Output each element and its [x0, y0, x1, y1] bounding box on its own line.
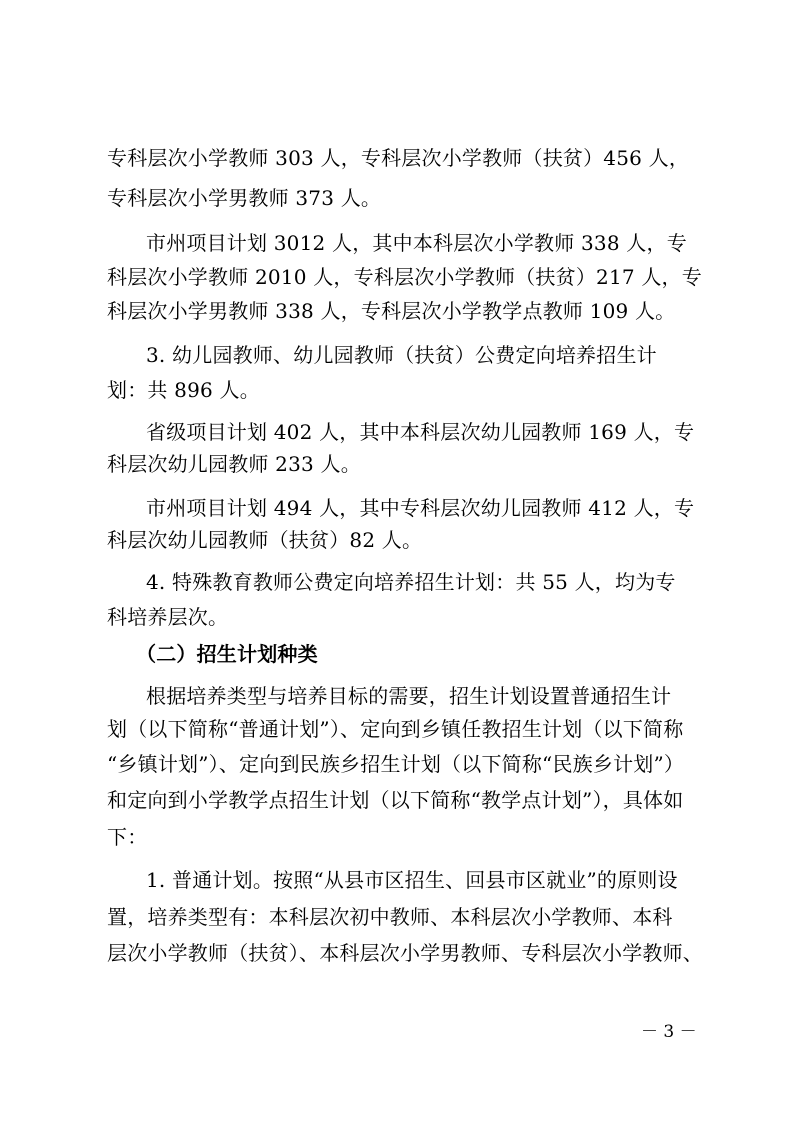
paragraph-line: 专科层次小学男教师 373 人。: [107, 186, 382, 210]
paragraph-line: 科层次幼儿园教师 233 人。: [107, 452, 361, 476]
paragraph-line: 科层次小学教师 2010 人，专科层次小学教师（扶贫）217 人，专: [107, 265, 702, 289]
paragraph-line: 4. 特殊教育教师公费定向培养招生计划：共 55 人，均为专: [146, 570, 676, 594]
paragraph-line: 市州项目计划 494 人，其中专科层次幼儿园教师 412 人，专: [146, 496, 695, 520]
paragraph-line: 划：共 896 人。: [107, 378, 260, 402]
section-heading: （二）招生计划种类: [136, 642, 318, 666]
paragraph-line: 市州项目计划 3012 人，其中本科层次小学教师 338 人，专: [146, 231, 687, 255]
paragraph-line: 置，培养类型有：本科层次初中教师、本科层次小学教师、本科: [107, 905, 673, 929]
paragraph-line: 3. 幼儿园教师、幼儿园教师（扶贫）公费定向培养招生计: [146, 343, 657, 367]
page-number: － 3 －: [641, 1022, 697, 1042]
paragraph-line: 科培养层次。: [107, 605, 229, 629]
paragraph-line: 科层次小学男教师 338 人，专科层次小学教学点教师 109 人。: [107, 299, 676, 323]
paragraph-line: 专科层次小学教师 303 人，专科层次小学教师（扶贫）456 人，: [107, 146, 690, 170]
paragraph-line: 层次小学教师（扶贫）、本科层次小学男教师、专科层次小学教师、: [107, 941, 703, 965]
paragraph-line: 省级项目计划 402 人，其中本科层次幼儿园教师 169 人，专: [146, 420, 695, 444]
paragraph-line: 1. 普通计划。按照“从县市区招生、回县市区就业”的原则设: [146, 868, 678, 892]
paragraph-line: 下：: [107, 825, 148, 849]
paragraph-line: 和定向到小学教学点招生计划（以下简称“教学点计划”），具体如: [107, 788, 684, 812]
paragraph-line: 科层次幼儿园教师（扶贫）82 人。: [107, 528, 423, 552]
paragraph-line: “乡镇计划”）、定向到民族乡招生计划（以下简称“民族乡计划”）: [107, 752, 685, 776]
paragraph-line: 根据培养类型与培养目标的需要，招生计划设置普通招生计: [146, 684, 672, 708]
paragraph-line: 划（以下简称“普通计划”）、定向到乡镇任教招生计划（以下简称: [107, 717, 684, 741]
